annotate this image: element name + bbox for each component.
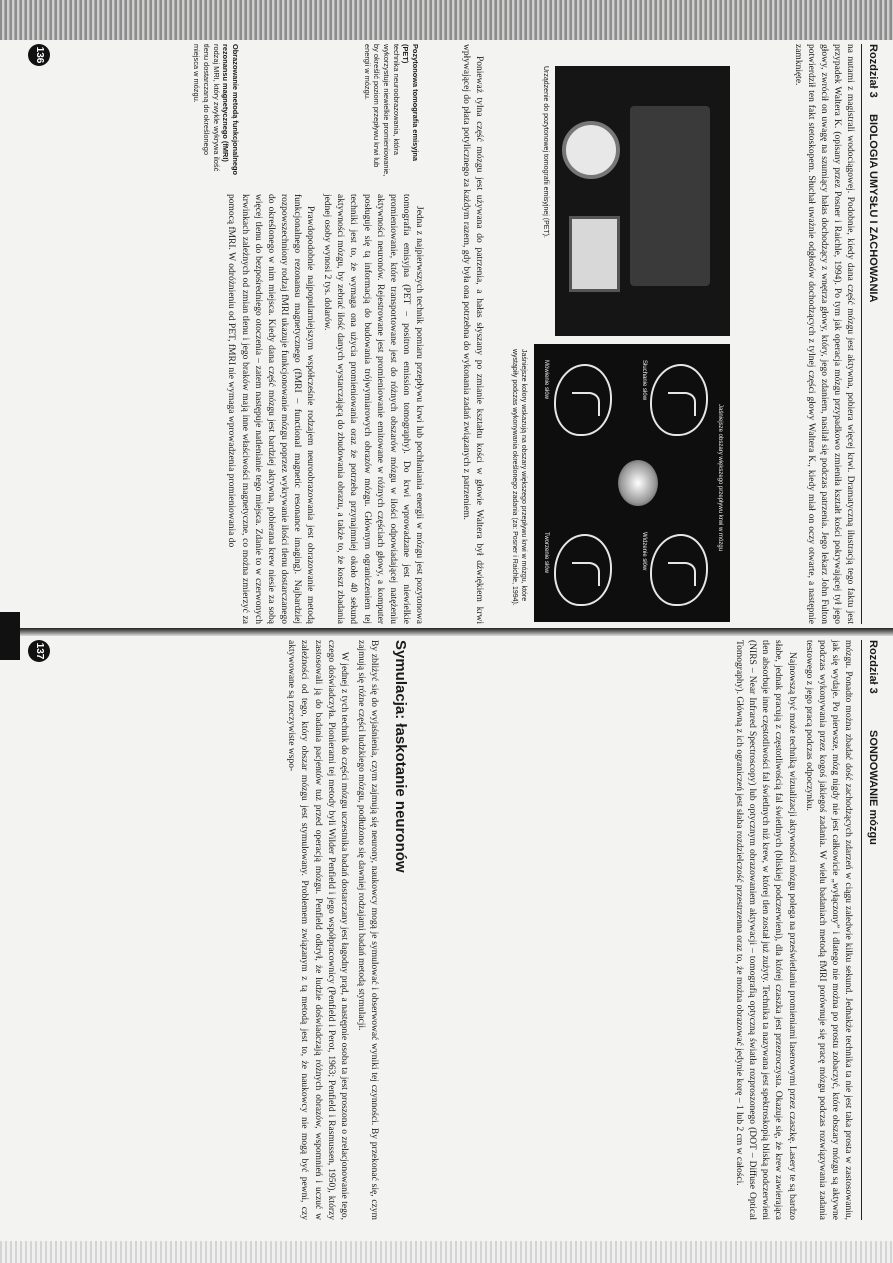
running-title: SONDOWANIE mózgu	[867, 730, 879, 845]
paragraph: na nutami z magistrali wodociągowej. Podobnie, kiedy dana część mózgu jest aktywna, pobiera więcej krwi. Dramatyczną ilustracją tego faktu jest przypadek Waltera K. (opisany przez Posner i Raichle, 1994). Po tym jak operacja mózgu przypadkowo zmieniła kształt kości pokrywającej tył jego głowy, zwrócił on uwagę na szumiący hałas dochodzący z wnętrza głowy, który, jego zdaniem, nasilał się podczas patrzenia. Jego lekarz John Fulton potwierdził ten fakt stetoskopem. Słuchał uważnie odgłosów dochodzących z tylnej części głowy Waltera K., kiedy miał on oczy otwarte, a następnie zamknięte.	[792, 44, 855, 624]
page-number-badge: 137	[28, 640, 50, 662]
margin-term: Pozytonowa tomografia emisyjna (PET)	[401, 44, 420, 162]
margin-note-fmri	[192, 44, 240, 179]
page-fold	[0, 628, 893, 636]
brain-label: Tworzenie słów	[543, 532, 549, 574]
pet-scanner-photo	[555, 66, 730, 336]
paragraph: mózgu. Ponadto można zbadać dość zachodzących zdarzeń w ciągu zaledwie kilku sekund. Jednakże technika ta nie jest taka prosta w zastosowaniu, jak się wydaje. Po pierwsze, mózg nigdy nie jest całkowicie „wyłączony” i dlatego nie można po prostu zobaczyć, które obszary mózgu są aktywne podczas wykonywania przez kogoś jakiegoś zadania. W wielu badaniach metodą fMRI porównuje się pracę mózgu podczas rozwiązywania zadania testowego z jego pracą podczas odpoczynku.	[803, 640, 853, 1220]
brain-center-image	[618, 460, 658, 506]
brain-label: Mówienie słów	[543, 360, 549, 400]
brain-label: Widzenie słów	[641, 532, 647, 571]
book-page-137	[20, 640, 880, 1220]
section-heading: Symulacja: łaskotanie neuronów	[392, 640, 409, 873]
margin-definition: rodzaj MRI, który zwykle wykrywa ilość tlenu dostarczaną do określonego miejsca w mózgu.	[192, 44, 221, 172]
main-text-column	[728, 640, 854, 1220]
scanner-ring	[562, 121, 620, 179]
monitor	[569, 216, 620, 292]
chapter-label: Rozdział 3	[867, 640, 879, 694]
figure-caption-brain: Jaśniejsze kolory wskazują na obszary większego przepływu krwi w mózgu, które wystąpiły podczas wykonywania określonego zadania (za: Posner i Raichle, 1994).	[510, 349, 527, 606]
paragraph: Prawdopodobnie najpopularniejszym współcześnie rodzajem neuroobrazowania jest obrazowanie metodą funkcjonalnego rezonansu magnetycznego (fMRI – functional magnetic resonance imaging). Najbardziej rozpowszechniony rodzaj fMRI ukazuje funkcjonowanie mózgu poprzez wykrywanie ilości tlenu dostarczanego do określonego w nim miejsca. Kiedy dana część mózgu jest bardziej aktywna, pobierana krew niesie za sobą więcej tlenu do bezpośredniego otoczenia – zatem następuje natlenianie tego miejsca. Zdanie to w czerwonych krwinkach zależnych od zmian tlenu i jego braków mają inne właściwości magnetyczne, co można zmierzyć za pomocą fMRI. W odróżnieniu od PET, fMRI nie wymaga wprowadzenia promieniowania do	[226, 194, 316, 624]
page-fold-shadow	[0, 612, 20, 660]
brain-outline	[650, 534, 708, 606]
page-number-badge: 136	[28, 44, 50, 66]
header-rule	[861, 640, 862, 1220]
paragraph: Ponieważ tylna część mózgu jest używana do patrzenia, a hałas słyszany po zmianie kształtu kości w głowie Waltera był dźwiękiem krwi wpływającej do płata potylicznego za każdym razem, gdy była ona potrzebna do wykonania zadań związanych z patrzeniem.	[460, 44, 484, 624]
figure-caption-pet: Urządzenie do pozytonowej tomografii emisyjnej (PET).	[542, 66, 549, 238]
brain-scan-figure	[534, 344, 730, 622]
section-text-column	[280, 640, 380, 1220]
intro-column	[786, 44, 856, 624]
chapter-label: Rozdział 3	[867, 44, 879, 98]
header-rule	[861, 44, 862, 624]
running-title: BIOLOGIA UMYSŁU I ZACHOWANIA	[867, 114, 879, 303]
paragraph: Najnowszą być może techniką wizualizacji aktywności mózgu polega na prześwietlaniu promieniami laserowymi przez czaszkę. Lasery te są bardzo słabe, jednak pracują z częstotliwością fal świetlnych (bliskiej podczerwieni), dla której czaszka jest przezroczysta. Okazuje się, że krew zawierająca tlen absorbuje inne częstotliwości fal świetlnych niż krew, w której tlen został już zużyty. Technika ta nazywana jest spektroskopią bliską podczerwieni (NIRS – Near Infrared Spectroscopy) lub optycznym obrazowaniem aktywacji – tomografią optyczną światła rozproszonego (DOT – Diffuse Optical Tomography). Główną z ich ograniczeń jest słaba rozdzielczość przestrzenna oraz to, że można obrazować jedynie korę – 1 lub 2 cm w całości.	[734, 640, 797, 1220]
scan-edge-top	[0, 0, 893, 40]
paragraph: By zbliżyć się do wyjaśnienia, czym zajmują się neurony, naukowcy mogą je symulować i obserwować wyniki tej czynności. By przekonać się, czym zajmują się różne części ludzkiego mózgu, podłużono się dawniej rodzajami badań metodą stymulacji.	[355, 640, 379, 1220]
scan-edge-bottom	[0, 1241, 893, 1263]
paragraph: W jednej z tych technik do części mózgu uczestnika badań dostarczany jest łagodny prąd, a następnie osoba ta jest proszona o zrelacjonowanie tego, czego doświadczyła. Pionierami tej metody byli Wilder Penfield i jego współpracownicy (Penfield i Perot, 1963; Penfield i Rasmussen, 1950), którzy zastosowali ją do badania pacjentów tuż przed operacją mózgu. Penfield odkrył, że ludzie doświadczają różnych obrazów, wspomnień i uczuć w zależności od tego, który obszar mózgu jest stymulowany. Problemem związanym z tą metodą jest to, że naukowcy nie mogą być pewni, czy aktywowane są rzeczywiste wspo-	[286, 640, 349, 1220]
brain-label: Słuchanie słów	[641, 360, 647, 401]
page-header	[860, 44, 880, 624]
brain-figure-title: Jaśniejsze obszary większego przepływu krwi w mózgu	[717, 404, 723, 552]
main-text-column	[220, 194, 425, 624]
page-header	[860, 640, 880, 1220]
margin-note-pet	[362, 44, 420, 179]
brain-outline	[650, 364, 708, 436]
margin-term: Obrazowanie metodą funkcjonalnego rezonansu magnetycznego (fMRI)	[221, 44, 240, 175]
margin-definition: technika neuroobrazowania, która wykorzystuje niewielkie promieniowanie, by określić poziom przepływu krwi lub energii w mózgu.	[362, 44, 401, 177]
brain-outline	[554, 534, 612, 606]
book-page-136	[20, 44, 880, 624]
brain-outline	[554, 364, 612, 436]
body-column	[455, 44, 485, 624]
paragraph: Jedna z najpierwszych technik pomiaru przepływu krwi lub pochłaniania energii w mózgu jest pozytonowa tomografia emisyjna (PET – positron emission tomography). Do krwi wprowadzane jest niewielkie promieniowanie, które transportowane jest do różnych obszarów mózgu w ilości odpowiadającej natężeniu aktywności neuronów. Rejestrowane jest promieniowanie emitowane w różnych częściach głowy, a komputer posługuje się tą informacją do budowania trójwymiarowych obrazów mózgu. Głównym ograniczeniem tej techniki jest to, że wymaga ona użycia promieniowania oraz że potrzeba przynajmniej około 40 sekund aktywności mózgu, by zebrać ilość danych wystarczającą do zbudowania obrazu, a także to, że koszt zbadania jednej osoby wynosi 2 tys. dolarów.	[322, 194, 424, 624]
control-desk	[630, 106, 710, 286]
